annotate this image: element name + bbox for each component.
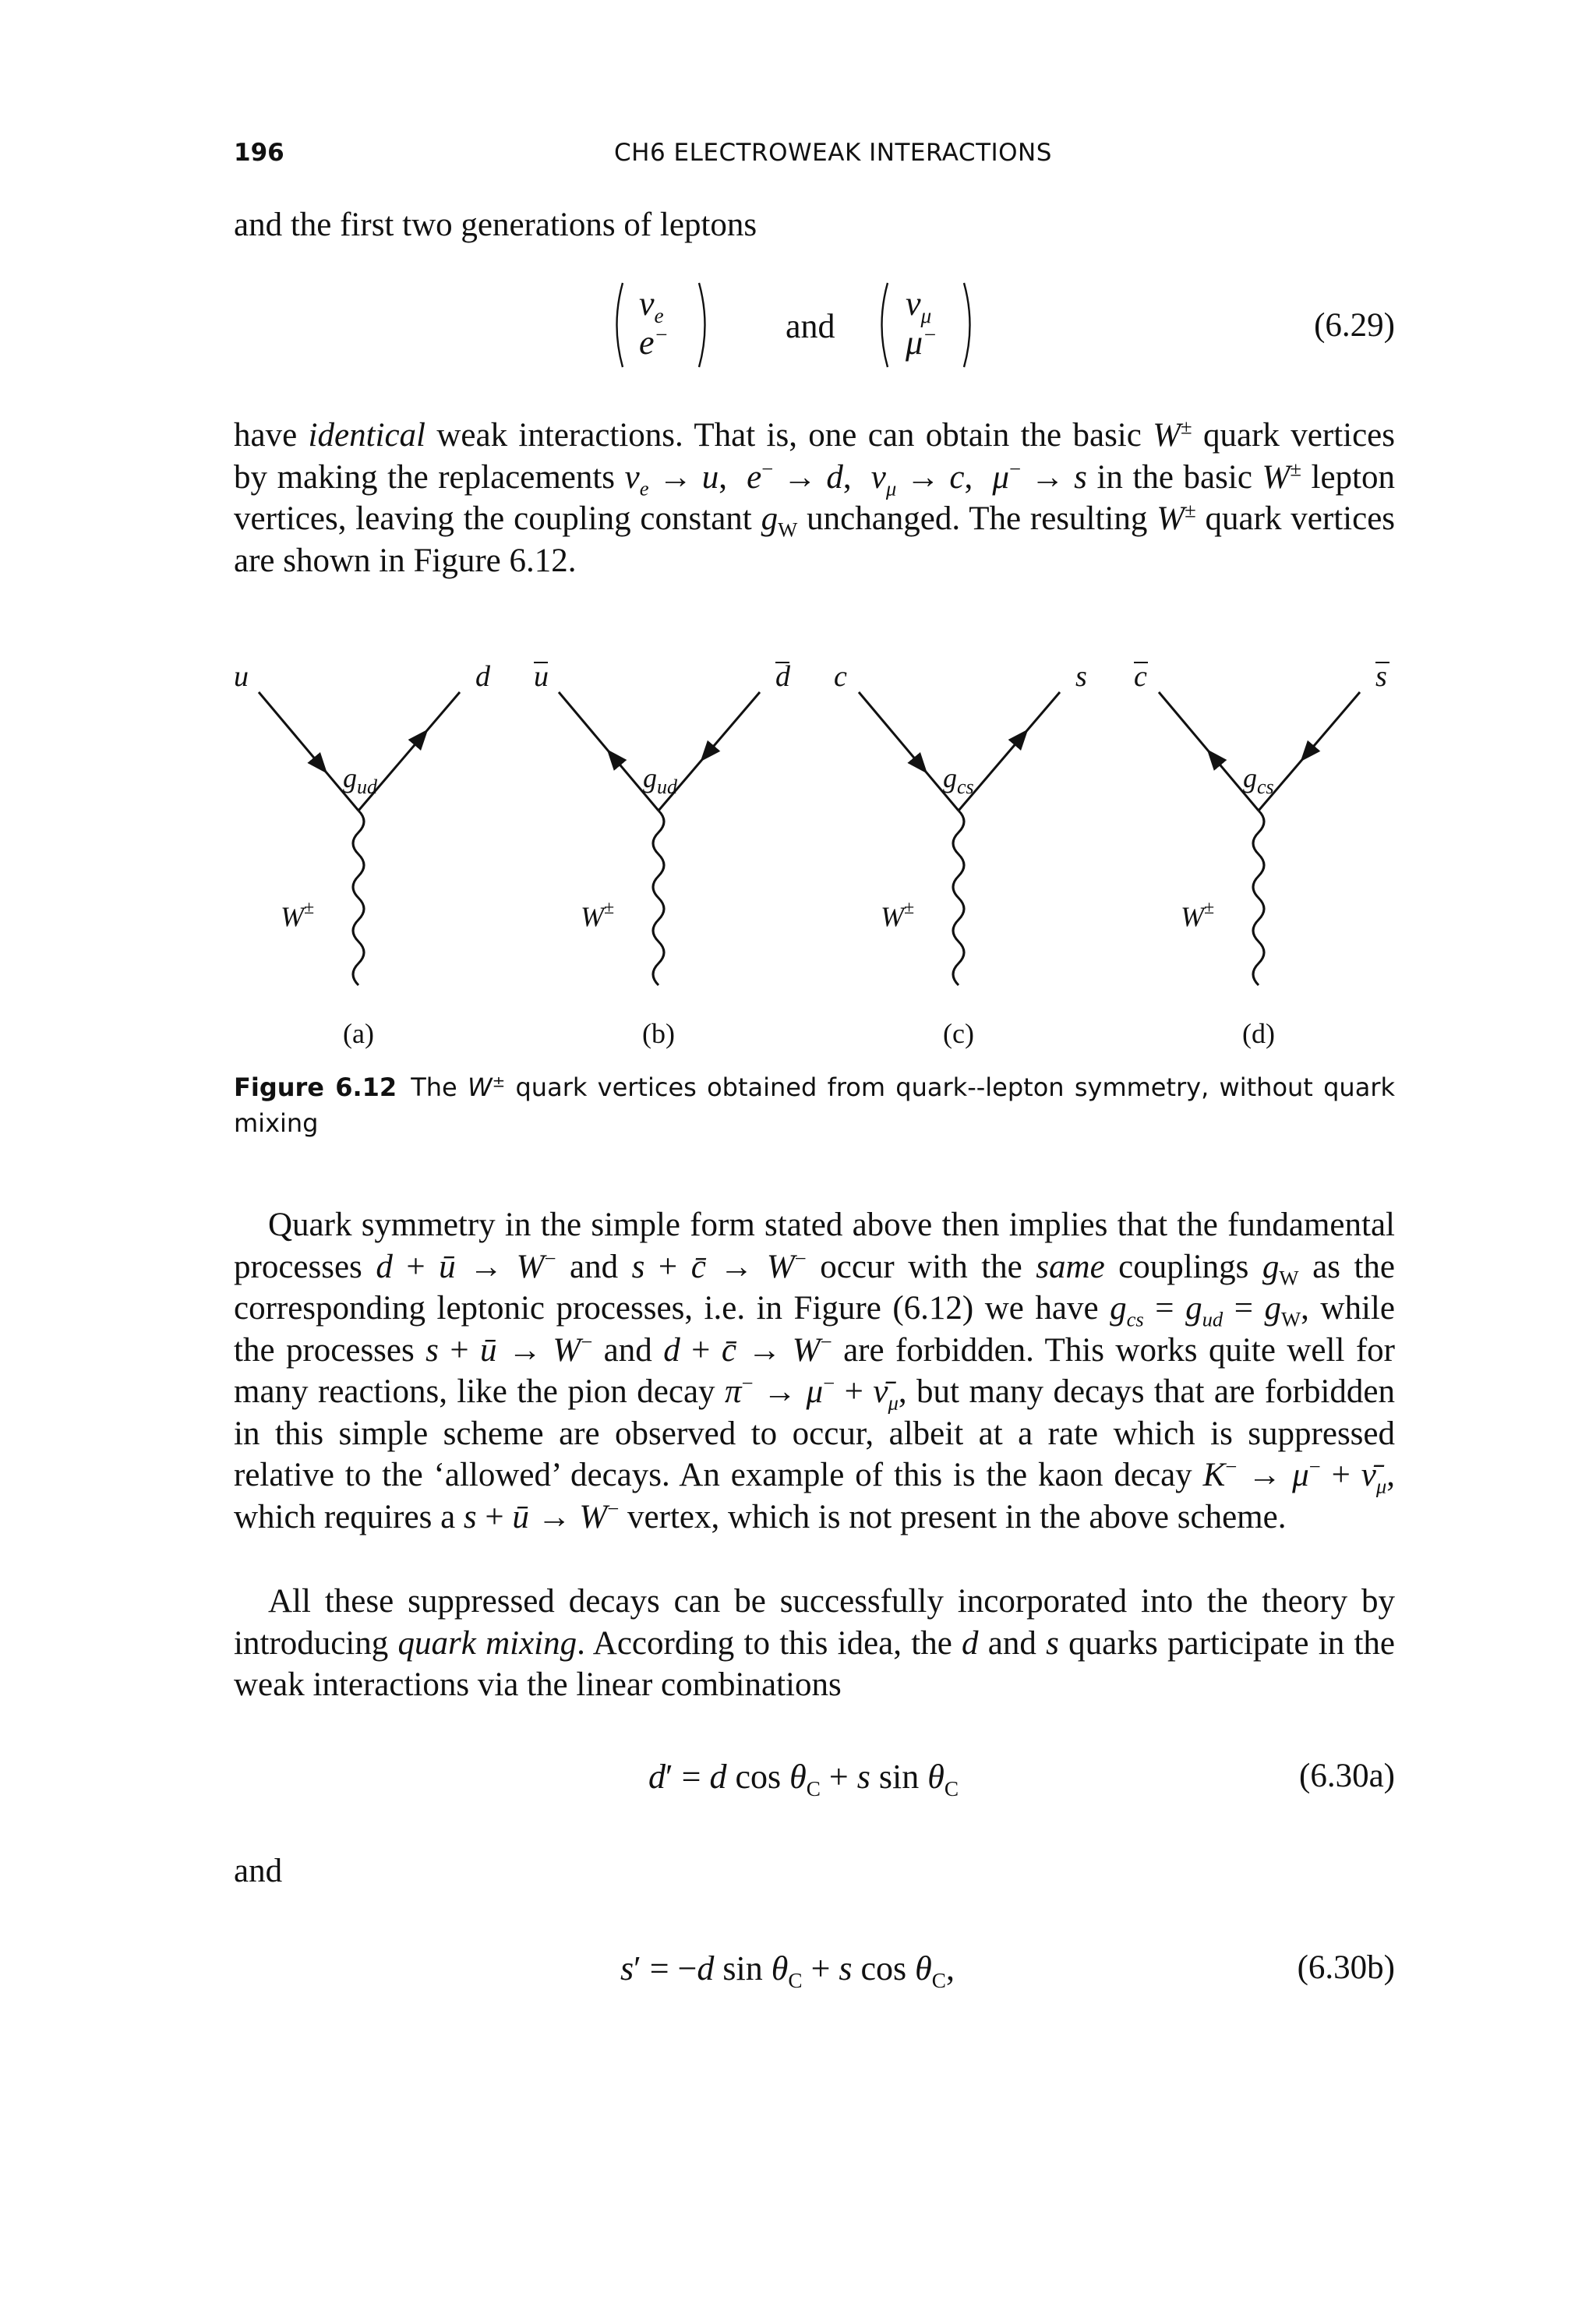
boson-superscript: ± bbox=[304, 898, 315, 918]
coupling-label: $g_{ud}$ bbox=[343, 762, 377, 798]
quark-label-right: s bbox=[1375, 660, 1387, 693]
arrow-icon bbox=[613, 758, 620, 766]
paragraph-2: Quark symmetry in the simple form stated above then implies that the fundamental processes d + ū → W− and s + c̄ → W− occur with the same couplings $g_W$ as the corresponding leptonic processes, i.e. in Figure (6.12) we have $g_{cs} = g_{ud} = g_W$, while the processes s + ū → W− and d + c̄ → W− are forbidden. This works quite well for many reactions, like the pion decay $\pi^- \to \mu^- + \nū_\mu$, but many decays that are forbidden in this simple scheme are observed to occur, albeit at a rate which is suppressed relative to the ‘allowed’ decays. An example of this is the kaon decay $K^- \to \mu^- + \nū_\mu$, which requires a s + ū → W− vertex, which is not present in the above scheme. bbox=[234, 1207, 1395, 1535]
lepton-doublet-electron: $\nu_e$ e− bbox=[609, 281, 750, 374]
quark-label-left: c bbox=[1134, 660, 1147, 693]
left-paren-icon bbox=[609, 281, 625, 369]
boson-superscript: ± bbox=[604, 898, 615, 918]
figure-caption: Figure 6.12 The W± quark vertices obtained from quark--lepton symmetry, without quark mixing bbox=[234, 1072, 1396, 1138]
boson-label: W± bbox=[281, 898, 315, 932]
vertex-diagram-a bbox=[234, 660, 491, 1049]
coupling-subscript: cs bbox=[1257, 776, 1274, 798]
coupling-label: $g_{cs}$ bbox=[943, 762, 974, 798]
vertex-diagram-d bbox=[1134, 660, 1389, 1049]
page-number: 196 bbox=[234, 139, 284, 167]
arrow-icon bbox=[1213, 758, 1220, 766]
subfigure-label: (d) bbox=[1242, 1018, 1275, 1049]
arrow-icon bbox=[415, 737, 422, 746]
boson-label: W± bbox=[1181, 898, 1215, 932]
equation-number: (6.29) bbox=[1314, 307, 1395, 344]
coupling-label: $g_{cs}$ bbox=[1243, 762, 1274, 798]
equation-number: (6.30a) bbox=[1299, 1758, 1395, 1794]
vertex-diagram-c bbox=[834, 660, 1087, 1049]
w-boson-line bbox=[353, 811, 364, 985]
coupling-subscript: cs bbox=[957, 776, 974, 798]
equation-6-30a: d′ = d $\cos \theta_C + s$ $\sin \theta_C$ bbox=[648, 1758, 959, 1800]
arrow-icon bbox=[313, 758, 320, 766]
subfigure-label: (c) bbox=[943, 1018, 974, 1049]
quark-label-right: s bbox=[1075, 660, 1087, 693]
coupling-subscript: ud bbox=[657, 776, 677, 798]
boson-label: W± bbox=[881, 898, 915, 932]
page-header bbox=[234, 139, 1395, 170]
quark-label-right: d bbox=[775, 660, 790, 693]
quark-label-left: u bbox=[234, 660, 249, 693]
equation-6-30b: s′ = −d $\sin \theta_C + s$ $\cos \theta_C$, bbox=[620, 1949, 955, 1992]
w-boson-line bbox=[653, 811, 664, 985]
boson-superscript: ± bbox=[904, 898, 915, 918]
arrow-icon bbox=[913, 758, 920, 766]
quark-label-left: u bbox=[534, 660, 549, 693]
boson-superscript: ± bbox=[1204, 898, 1215, 918]
subfigure-label: (b) bbox=[642, 1018, 675, 1049]
quark-label-left: c bbox=[834, 660, 847, 693]
figure-6-12 bbox=[218, 647, 1411, 1052]
and-word: and bbox=[234, 1853, 283, 1889]
coupling-subscript: ud bbox=[357, 776, 377, 798]
subfigure-label: (a) bbox=[343, 1018, 374, 1049]
w-boson-line bbox=[953, 811, 964, 985]
paragraph-1: have identical weak interactions. That is, one can obtain the basic W± quark vertices by making the replacements $\nu_e \to u$, e− → d, $\nu_\mu \to c$, μ− → s in the basic W± lepton vertices, leaving the coupling constant $g_W$ unchanged. The resulting W± quark vertices are shown in Figure 6.12. bbox=[234, 415, 1396, 579]
equation-connector: and bbox=[786, 307, 835, 345]
caption-label: Figure 6.12 bbox=[234, 1072, 397, 1102]
right-paren-icon bbox=[962, 281, 977, 369]
right-paren-icon bbox=[697, 281, 712, 369]
left-paren-icon bbox=[874, 281, 890, 369]
lepton-doublet-muon: $\nu_\mu$ μ− bbox=[874, 281, 1015, 374]
boson-label: W± bbox=[581, 898, 615, 932]
intro-line: and the first two generations of leptons bbox=[234, 207, 757, 243]
arrow-icon bbox=[1307, 745, 1314, 754]
coupling-label: $g_{ud}$ bbox=[643, 762, 677, 798]
running-head: CH6 ELECTROWEAK INTERACTIONS bbox=[614, 139, 1052, 167]
arrow-icon bbox=[1015, 737, 1022, 746]
vertex-diagram-b bbox=[534, 660, 791, 1049]
paragraph-3: All these suppressed decays can be successfully incorporated into the theory by introducing quark mixing. According to this idea, the d and s quarks participate in the weak interactions via the linear combinations bbox=[234, 1583, 1395, 1703]
arrow-icon bbox=[707, 745, 714, 754]
equation-number: (6.30b) bbox=[1297, 1949, 1395, 1986]
w-boson-line bbox=[1253, 811, 1264, 985]
quark-label-right: d bbox=[475, 660, 490, 693]
